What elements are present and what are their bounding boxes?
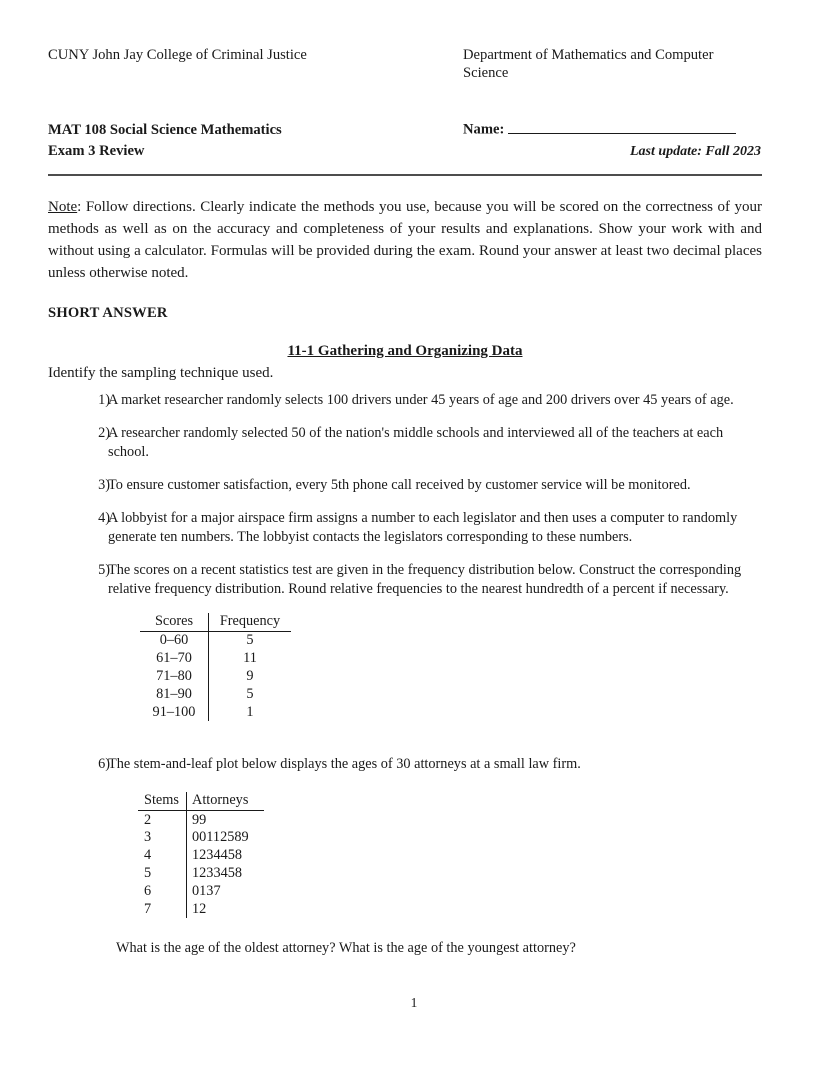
question-text: The scores on a recent statistics test are given in the frequency distribution below. Construct the corresponding relative frequency distribution. Round relative frequencies to the nearest hundredth of a percent if necessary. xyxy=(108,562,742,598)
table-row xyxy=(140,703,291,721)
table-row xyxy=(138,865,264,883)
question-text: To ensure customer satisfaction, every 5th phone call received by customer service will be monitored. xyxy=(108,477,691,494)
cell-score-range: 0–60 xyxy=(140,631,209,649)
name-input-line[interactable] xyxy=(508,120,736,133)
cell-frequency: 9 xyxy=(246,668,254,685)
question-item xyxy=(48,476,762,495)
page-number: 1 xyxy=(410,995,418,1010)
course-name: MAT 108 Social Science Mathematics xyxy=(48,122,282,139)
table-row xyxy=(138,811,264,829)
cell-leaves: 0137 xyxy=(192,883,221,900)
name-label: Name: xyxy=(463,121,505,138)
question-number: 6) xyxy=(98,756,110,773)
column-header-frequency: Frequency xyxy=(209,613,292,631)
section-heading xyxy=(48,343,762,360)
name-and-update xyxy=(463,120,762,161)
question-item xyxy=(48,561,762,599)
table-row xyxy=(138,829,264,847)
note-label: Note xyxy=(48,198,78,215)
question-text: A lobbyist for a major airspace firm assigns a number to each legislator and then uses a computer to randomly generate ten numbers. The lobbyist contacts the legislators corresponding to these numbers. xyxy=(108,510,738,546)
question-number: 4) xyxy=(98,510,110,527)
short-answer-heading: SHORT ANSWER xyxy=(48,305,168,322)
question-item xyxy=(48,509,762,547)
header-divider xyxy=(48,174,762,176)
followup-question: What is the age of the oldest attorney? What is the age of the youngest attorney? xyxy=(116,940,576,957)
question-list xyxy=(48,391,762,599)
department-name: Department of Mathematics and Computer Science xyxy=(463,47,714,82)
table-row xyxy=(138,883,264,901)
question-text: A researcher randomly selected 50 of the nation's middle schools and interviewed all of the teachers at each school. xyxy=(108,425,724,461)
cell-frequency: 11 xyxy=(243,650,257,667)
cell-score-range: 71–80 xyxy=(140,668,209,686)
frequency-distribution-table xyxy=(140,613,291,721)
stem-table-wrap xyxy=(48,792,762,918)
cell-leaves: 12 xyxy=(192,900,207,917)
frequency-table-wrap xyxy=(48,613,762,721)
cell-stem: 3 xyxy=(138,829,187,847)
column-header-stems: Stems xyxy=(138,792,187,810)
table-header-row xyxy=(140,613,291,631)
course-info xyxy=(48,120,463,161)
stem-and-leaf-table xyxy=(138,792,264,918)
exam-name: Exam 3 Review xyxy=(48,143,145,160)
cell-score-range: 61–70 xyxy=(140,650,209,668)
cell-leaves: 1234458 xyxy=(192,847,243,864)
cell-stem: 6 xyxy=(138,883,187,901)
name-field-row xyxy=(463,120,762,138)
cell-stem: 4 xyxy=(138,847,187,865)
cell-frequency: 5 xyxy=(246,686,254,703)
cell-stem: 5 xyxy=(138,865,187,883)
question-item xyxy=(48,755,762,774)
table-row xyxy=(140,631,291,649)
page-content xyxy=(48,46,762,957)
question-item xyxy=(48,424,762,462)
question-number: 1) xyxy=(98,392,110,409)
question-number: 5) xyxy=(98,562,110,579)
question-item xyxy=(48,391,762,410)
cell-frequency: 1 xyxy=(246,703,254,720)
table-row xyxy=(138,900,264,918)
cell-score-range: 91–100 xyxy=(140,703,209,721)
cell-stem: 2 xyxy=(138,811,187,829)
question-number: 3) xyxy=(98,477,110,494)
note-text: : Follow directions. Clearly indicate the methods you use, because you will be scored on the correctness of your methods as well as on the accuracy and completeness of your results and explanations. Show your work with and without using a calculator. Formulas will be provided during the exam. Round your answer at least two decimal places unless otherwise noted. xyxy=(48,198,762,282)
cell-stem: 7 xyxy=(138,900,187,918)
cell-leaves: 1233458 xyxy=(192,865,243,882)
table-row xyxy=(140,668,291,686)
table-row xyxy=(138,847,264,865)
cell-frequency: 5 xyxy=(246,632,254,649)
question-text: The stem-and-leaf plot below displays the ages of 30 attorneys at a small law firm. xyxy=(108,756,581,773)
table-row xyxy=(140,686,291,704)
cell-leaves: 99 xyxy=(192,811,207,828)
section-directive: Identify the sampling technique used. xyxy=(48,365,274,382)
institution-name: CUNY John Jay College of Criminal Justice xyxy=(48,47,307,63)
last-update-text: Last update: Fall 2023 xyxy=(629,143,761,159)
cell-score-range: 81–90 xyxy=(140,686,209,704)
section-heading-text: 11-1 Gathering and Organizing Data xyxy=(287,343,523,360)
note-paragraph xyxy=(48,196,762,284)
table-row xyxy=(140,650,291,668)
course-title-block xyxy=(48,120,762,161)
table-header-row xyxy=(138,792,264,810)
cell-leaves: 00112589 xyxy=(192,829,249,846)
column-header-attorneys: Attorneys xyxy=(187,792,265,810)
question-number: 2) xyxy=(98,425,110,442)
document-header xyxy=(48,46,762,82)
question-text: A market researcher randomly selects 100 drivers under 45 years of age and 200 drivers over 45 years of age. xyxy=(108,392,734,409)
column-header-scores: Scores xyxy=(140,613,209,631)
